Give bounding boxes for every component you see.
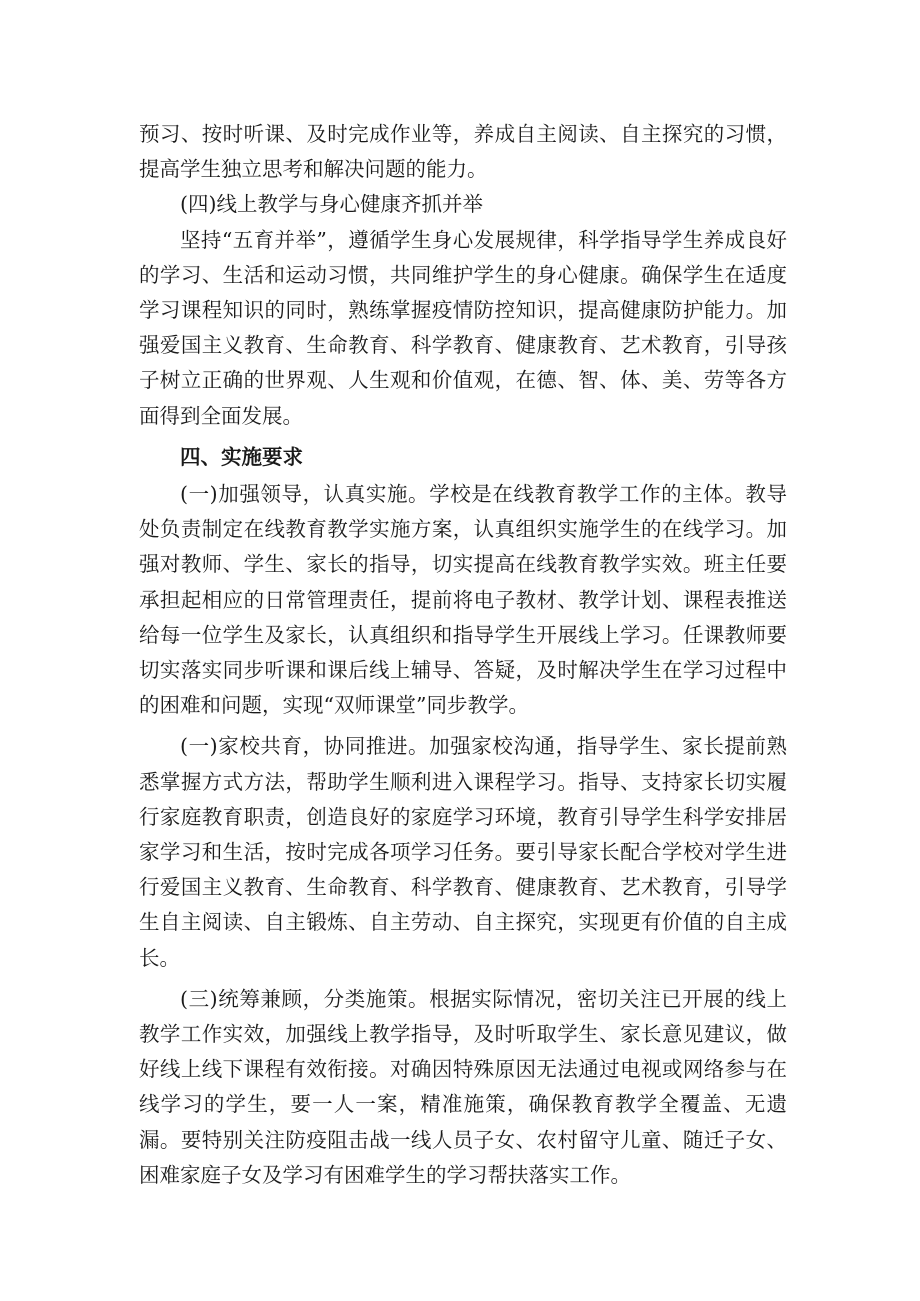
paragraph-continuation: 预习、按时听课、及时完成作业等，养成自主阅读、自主探究的习惯，提高学生独立思考和解决问题的能力。	[139, 122, 787, 182]
section-heading-implementation: 四、实施要求	[180, 444, 303, 469]
paragraph-home-school: (一)家校共育，协同推进。加强家校沟通，指导学生、家长提前熟悉掌握方式方法，帮助学生顺利进入课程学习。指导、支持家长切实履行家庭教育职责，创造良好的家庭学习环境，教育引导学生科学安排居家学习和生活，按时完成各项学习任务。要引导家长配合学校对学生进行爱国主义教育、生命教育、科学教育、健康教育、艺术教育，引导学生自主阅读、自主锻炼、自主劳动、自主探究，实现更有价值的自主成长。	[139, 734, 787, 970]
paragraph-leadership: (一)加强领导，认真实施。学校是在线教育教学工作的主体。教导处负责制定在线教育教学实施方案，认真组织实施学生的在线学习。加强对教师、学生、家长的指导，切实提高在线教育教学实效。班主任要承担起相应的日常管理责任，提前将电子教材、教学计划、课程表推送给每一位学生及家长，认真组织和指导学生开展线上学习。任课教师要切实落实同步听课和课后线上辅导、答疑，及时解决学生在学习过程中的困难和问题，实现“双师课堂”同步教学。	[139, 482, 787, 718]
paragraph-coordination: (三)统筹兼顾，分类施策。根据实际情况，密切关注已开展的线上教学工作实效，加强线上教学指导，及时听取学生、家长意见建议，做好线上线下课程有效衔接。对确因特殊原因无法通过电视或网络参与在线学习的学生，要一人一案，精准施策，确保教育教学全覆盖、无遗漏。要特别关注防疫阻击战一线人员子女、农村留守儿童、随迁子女、困难家庭子女及学习有困难学生的学习帮扶落实工作。	[139, 986, 787, 1187]
subheading-four: (四)线上教学与身心健康齐抓并举	[180, 192, 483, 217]
document-body	[139, 117, 787, 1193]
paragraph-five-education: 坚持“五育并举”，遵循学生身心发展规律，科学指导学生养成良好的学习、生活和运动习惯，共同维护学生的身心健康。确保学生在适度学习课程知识的同时，熟练掌握疫情防控知识，提高健康防护能力。加强爱国主义教育、生命教育、科学教育、健康教育、艺术教育，引导孩子树立正确的世界观、人生观和价值观，在德、智、体、美、劳等各方面得到全面发展。	[139, 227, 787, 428]
